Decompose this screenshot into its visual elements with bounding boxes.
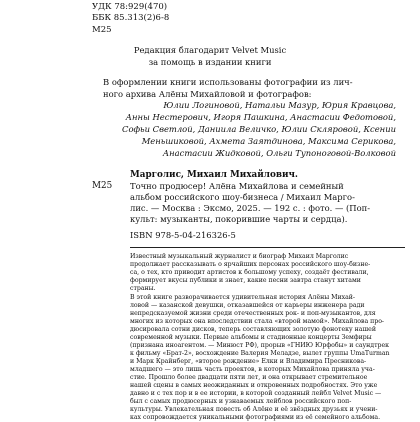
annotation-p2-line-9: и Марк Крайнберг, «второе рождение» Елки и Владимира Пресникова- [130, 358, 367, 365]
author-mark-record: М25 [92, 181, 113, 191]
photo-credits-intro-2: ного архива Алёны Михайловой и фотографов: [103, 89, 312, 99]
record-desc-3: лис. — Москва : Эксмо, 2025. — 192 с. : фото. — (Поп- [130, 203, 371, 213]
annotation-p2-line-2: ловой — казанской девушки, отказавшейся от карьеры инженера ради [130, 302, 365, 309]
annotation-p2-line-1: В этой книге разворачивается удивительная история Алёны Михай- [130, 294, 355, 301]
annotation-p2-line-4: многих из которых она впоследствии стала «второй мамой». Михайлова про- [130, 318, 385, 325]
thanks-line-1: Редакция благодарит Velvet Music [133, 45, 287, 55]
separator-line [130, 247, 405, 248]
annotation-p1-line-3: са, о тех, кто приводит артистов к большому успеху, создаёт фестивали, [130, 269, 369, 276]
photo-credits-names-4: Меньшиковой, Ахмета Заятдинова, Максима Серикова, [141, 136, 396, 146]
annotation-p2-line-15: культуры. Увлекательная повесть об Алёне и её звёздных друзьях и учени- [130, 406, 378, 413]
photo-credits-intro-1: В оформлении книги использованы фотографии из лич- [103, 77, 353, 87]
annotation-p2-line-7: (признана иноагентом. — Минюст РФ), прорыв «ГНИЮ Юрфобы» и саундтрек [130, 342, 390, 349]
annotation-p2-line-3: непредсказуемой жизни среди отечественных рок- и поп-музыкантов, для [130, 310, 376, 317]
photo-credits-names-2: Анны Нестерович, Игоря Пашкина, Анастасии Федотовой, [125, 112, 396, 122]
record-desc-2: альбом российского шоу-бизнеса / Михаил Марго- [130, 192, 355, 202]
annotation-p2-line-14: был с самых продюсерных и узнаваемых лейблов российского поп- [130, 398, 352, 405]
annotation-p2-line-11: стие. Прошло более двадцати пяти лет, и она открывает стремительное [130, 374, 368, 381]
annotation-p2-line-5: дюсировала сотни дисков, теперь составляющих золотую фонотеку нашей [130, 326, 376, 333]
annotation-p2-line-13: давно и с тех пор и в ее истории, в которой созданный лейбл Velvet Music — [130, 390, 382, 397]
author-mark-top: М25 [92, 25, 112, 35]
annotation-p1-line-2: продолжает рассказывать о ярчайших персонах российского шоу-бизне- [130, 261, 371, 268]
annotation-p2-line-6: современной музыки. Первые альбомы и стадионные концерты Земфиры [130, 334, 372, 341]
record-desc-1: Точно продюсер! Алёна Михайлова и семейный [130, 181, 344, 191]
photo-credits-names-3: Софьи Светлой, Даниила Величко, Юлии Скляровой, Ксении [122, 124, 396, 134]
thanks-line-2: за помощь в издании книги [148, 57, 272, 67]
annotation-p2-line-12: нашей сцены в самых неожиданных и откровенных подробностях. Это уже [130, 382, 378, 389]
annotation-p1-line-4: формирует вкусы публики и знает, какие песни завтра станут хитами [130, 277, 361, 284]
bbk-code-top: ББК 85.313(2)6-8 [92, 13, 170, 23]
annotation-p2-line-10: младшего — это лишь часть проектов, в которых Михайлова приняла уча- [130, 366, 375, 373]
record-desc-4: культ: музыканты, покорившие чарты и сердца). [130, 214, 348, 224]
record-author: Марголис, Михаил Михайлович. [130, 170, 298, 180]
annotation-p1-line-1: Известный музыкальный журналист и биограф Михаил Марголис [130, 253, 349, 260]
udk-code-top: УДК 78:929(470) [92, 2, 168, 12]
photo-credits-names-1: Юлии Логиновой, Натальи Мазур, Юрия Кравцова, [163, 100, 396, 110]
annotation-p2-line-16: ках сопровождается уникальными фотографиями из её семейного альбома. [130, 414, 381, 421]
record-isbn: ISBN 978-5-04-216326-5 [130, 230, 236, 240]
annotation-p2-line-8: к фильму «Брат-2», восхождение Валерия Меладзе, вылет группы UmaTurman [130, 350, 390, 357]
annotation-p1-line-5: страны. [130, 285, 156, 292]
photo-credits-names-5: Анастасии Жидковой, Ольги Тупоноговой-Волковой [162, 148, 396, 158]
